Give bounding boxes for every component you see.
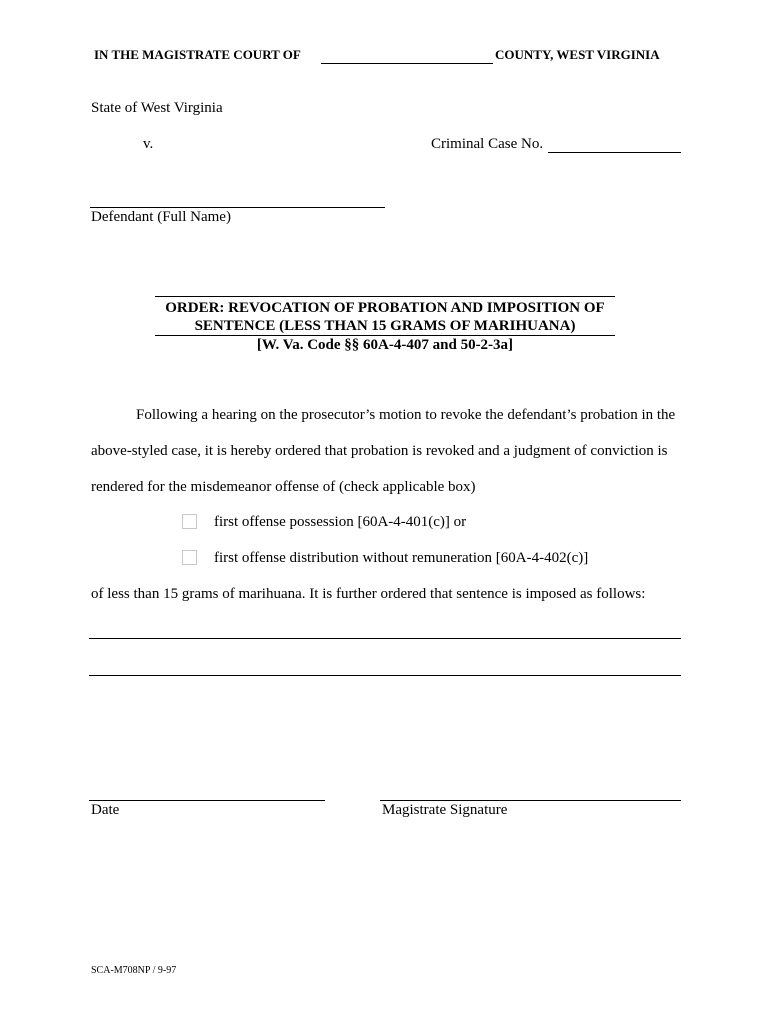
body-line-3: rendered for the misdemeanor offense of (check applicable box) xyxy=(91,479,476,495)
magistrate-signature-line[interactable] xyxy=(380,800,681,801)
title-top-rule xyxy=(155,296,615,297)
order-title-line2: SENTENCE (LESS THAN 15 GRAMS OF MARIHUANA) xyxy=(194,318,576,334)
body-line-4: of less than 15 grams of marihuana. It is further ordered that sentence is imposed as follows: xyxy=(91,586,646,602)
court-header-prefix: IN THE MAGISTRATE COURT OF xyxy=(94,47,301,62)
body-line-1: Following a hearing on the prosecutor’s motion to revoke the defendant’s probation in the xyxy=(136,407,676,423)
sentence-blank-line-1[interactable] xyxy=(89,638,681,639)
date-blank-line[interactable] xyxy=(89,800,325,801)
date-label: Date xyxy=(91,802,120,818)
possession-option-label: first offense possession [60A-4-401(c)] or xyxy=(214,514,467,530)
distribution-option-label: first offense distribution without remuneration [60A-4-402(c)] xyxy=(214,550,589,566)
body-line-2: above-styled case, it is hereby ordered that probation is revoked and a judgment of conviction is xyxy=(91,443,668,459)
order-title-citation: [W. Va. Code §§ 60A-4-407 and 50-2-3a] xyxy=(256,337,514,353)
possession-checkbox[interactable] xyxy=(182,514,197,529)
plaintiff-name: State of West Virginia xyxy=(91,100,223,116)
case-number-blank-line[interactable] xyxy=(548,152,681,153)
versus-label: v. xyxy=(143,136,154,152)
sentence-blank-line-2[interactable] xyxy=(89,675,681,676)
county-blank-line[interactable] xyxy=(321,63,493,64)
order-title-line1: ORDER: REVOCATION OF PROBATION AND IMPOSITION OF xyxy=(165,300,605,316)
defendant-name-line[interactable] xyxy=(90,207,385,208)
distribution-checkbox[interactable] xyxy=(182,550,197,565)
form-code: SCA-M708NP / 9-97 xyxy=(91,965,177,976)
case-number-label: Criminal Case No. xyxy=(431,136,544,152)
magistrate-signature-label: Magistrate Signature xyxy=(382,802,508,818)
defendant-label: Defendant (Full Name) xyxy=(91,209,231,225)
court-header-suffix: COUNTY, WEST VIRGINIA xyxy=(495,47,660,62)
